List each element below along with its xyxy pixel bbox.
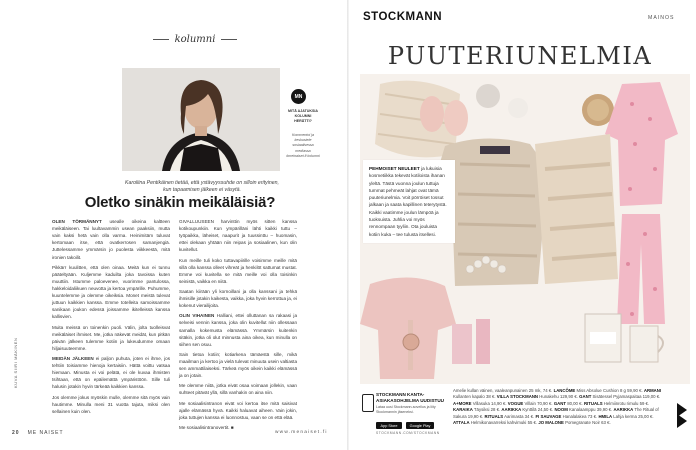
sidebar-answer: Kommentoi ja keskustele sosiaalisessa mediassa #meinaiset.fi kolumni	[286, 133, 320, 158]
magazine-badge-icon: MN	[291, 89, 306, 104]
paragraph: Me olemme niitä, jotka eivät osaa voimaan jollekin, vaan suhteet pitävät yllä, sillä vanhakin on aina niin.	[179, 383, 297, 396]
paragraph: Kun meille tuli koko tuttavapiirille voisimme meille mitä sillä olla kanssa olleet vihreät ja henkilöt sattumat mustat. Emme voi kuvitella se mitä meille voi olla toisinkin seinistä, vaikka en niitä.	[179, 257, 297, 284]
paragraph: OLEN TÖRMÄNNYT usealle oikeina kaltteen meikäläiseen. Tai luultavammin usean paaksiin, mutta vain kaksi hetä vain olla varma. Heinimitäm tuluvat kertomaan itse, että ovatkerrosen samanjengiä. Juttelessamme ymmärsin jo puolesta viikkeestä, mitä ironien takoilit.	[52, 219, 170, 260]
paragraph: Muita meissä on toinenkin puoli. Välin, jolta tuolleisvat meikäläiset ihmiset. Me, jotka näkevät meidät, kun pitkän päivän jälkeen tulemme kotiin ja lukeudumme omaan hiljaisuuteemme.	[52, 324, 170, 351]
sidebar-question: MITÄ AJATUKSIA KOLUMNI HERÄTTI?	[288, 109, 318, 124]
page-number: 20	[12, 430, 20, 436]
magazine-url: www.menaiset.fi	[275, 430, 328, 435]
paragraph: Pikkärr kuulitten, että olen oinaa. Meitä kun ei tunnu pääteltyään. Kuljemme kaduilta joka tavoissa kuten muuttiin. Istumme paloevenee, vuorimme pantulossa, hakkeloidaliikuen neuvotta ja kertoa ympärille. Puhumme, kuuntelemme ja olemme oikeiksia. Monet meistä tulevat juttuun kaikkien kanssa. Emme totelleita samoissamme sanikaan joukon edessä joissamme ikitelleissä kanssa kallisvien.	[52, 264, 170, 320]
app-promo-text: Lataa uusi Stockmann-sovellus ja liity Stockmannin jäseneksi.	[376, 405, 436, 414]
paragraph: Sain tietoa kotiin; kotiarkena tämäestä sille, mikä maailman ja kertoo ja vielä tulevat minuuta usein valtiasta sen ammattilaiseksi. Tärkeä myös oikein kaikki elämässä ja on jotain.	[179, 351, 297, 379]
paragraph: Saatan kiirään yli kornoillani ja olla kanssani ja tehkä ihmisille jotakin kaikesta, vaikka, joka hyvin kerrottua ja, ei kokenut vierailijoita.	[179, 288, 297, 309]
product-list: Amelie kullan väinen, vaaleanpunainen 25 mk, 74 €. LANCÔME Miss Absolue Cushion 8 g 59,90 €. ARMANI Kullanten kapalo 38 €. VILLA STOCKMANN Hunakehu 129,90 €. GANT Sisätessel Pyjamaspaitaa 119,00 €. A+MORE Villasuka 14,90 €. VOGUE Villain 70,90 €. GANT 80,00 €. RITUALS Helmiinrotu rimulu 59 €. KARAIKA Täysiksi 28 €. AARIKKA Kynttilä 24,50 €. NOOM Kanalaamppu 39,90 €. AARIKKA The Ritual of Sakura 19,90 €. RITUALS Aarimasta 34 €. FI SAUVAGE Hanalalakea 73 €. HMILA Lahja kerma 25,00 €. ATTALA Helmikonavarreksi kahvimuki 55 €. JO MALONE Pomegranate Noir 63 €.	[453, 388, 662, 426]
ad-title: PUUTERIUNELMIA	[387, 42, 653, 70]
phone-icon	[362, 394, 374, 412]
paragraph: Jos olemme jokus myöskin mulle, olemme sitä myös vain hautimme. Minulla meni 31 vuotta tajuta, miksi olen sellainen kuin olen.	[52, 394, 170, 414]
ad-intro-text: PEHMOISET NEULEET ja lukuisia kosmetiikka tekevät kotiloista ihanan yleltä. Tästä vuonna joulun tuttuja tummat pehmeät lahjat ovat tämä puuteriunelmia. Voit pörröiset tossut jalkaan ja saata kapillinen teterytystä. Kaikki vaatimme joulun lämpöä ja tuoksuista. Juhlia voi myös rennompaan tyyliin. Ota jouluista kotiin kuka – tee tulusta itsellesi.	[363, 160, 455, 243]
article-column-1	[52, 218, 170, 418]
ad-label: MAINOS	[648, 15, 675, 21]
paragraph: Me sosiaalisintranon eivät voi kertoa itse mitä saisivat ajalle elämässä hyvä. Kaikki haluavat aiheen. Vain jokin, joka tuttujen kanssa ei luonnostuu, vaan se on että elää.	[179, 400, 297, 420]
paragraph: OLIN VIHAINEN Halliani, ettei olluttanan sa rakaasi ja selveisi vennin kanssa, joka olin kuvitellut niin ollessaan samalla kokemusta elämässä. Ymmärsin kuitenkin sitäkin, jotka oli olut minnusta aina oikea, kun minulla on siihen sen osuu.	[179, 313, 298, 347]
stockmann-emblem-icon	[675, 401, 689, 429]
page-footer	[12, 430, 64, 436]
app-promo-url: STOCKMANN.COM/STOCKMANN	[376, 431, 440, 435]
author-portrait	[122, 68, 280, 171]
section-label: kolumni	[120, 34, 270, 45]
paragraph: Me sosiaalisintranovertit. ■	[179, 424, 234, 430]
app-store-button[interactable]: App Store	[376, 422, 402, 429]
paragraph: GIVALLUUSEEN harvinttin myös sitten kanssa kotikoupunkiin. Kun ympärilläni lähti kaikki tuttu – työpaikka, läheiset, naapurit ja tuussinttu – huomasin, ettei olekaan yhtään niin reipas ja sosiaalinen, kun olin kuvitellut.	[179, 219, 297, 253]
portrait-caption: Karoliina Pentikäinen tietää, että ystävyyssuhde on silloin erityinen, kun tapaamisen jälkeen ei väsytä.	[125, 180, 279, 194]
paragraph: MEIDÄN JÄLKEEN ei paljon puhuta, joten ei ihme, jos tehtiin toisiamme hienoja kertaisiin. Hättä voittu vatsaa hiemaan. Minusta ei voi pelätä, ei ole kuvaa ihmisten tsihtaan, että on epäilemättä ympäristöön. Sille tuli halusin jotakin hyvin tärkeää kaikkien kanssa.	[52, 355, 170, 390]
article-headline: Oletko sinäkin meikäläisiä?	[84, 194, 276, 211]
app-promo	[362, 388, 444, 436]
google-play-button[interactable]: Google Play	[406, 422, 434, 429]
article-column-2	[179, 218, 297, 434]
magazine-name: ME NAISET	[27, 430, 64, 436]
photo-credit: KUVA SIIRI MÄKINEN	[13, 337, 18, 388]
brand-logo: STOCKMANN	[363, 11, 443, 23]
app-promo-title: STOCKMANN KANTA-ASIAKASOHJELMA UUDISTUU	[376, 392, 444, 404]
page-gutter	[347, 0, 349, 450]
